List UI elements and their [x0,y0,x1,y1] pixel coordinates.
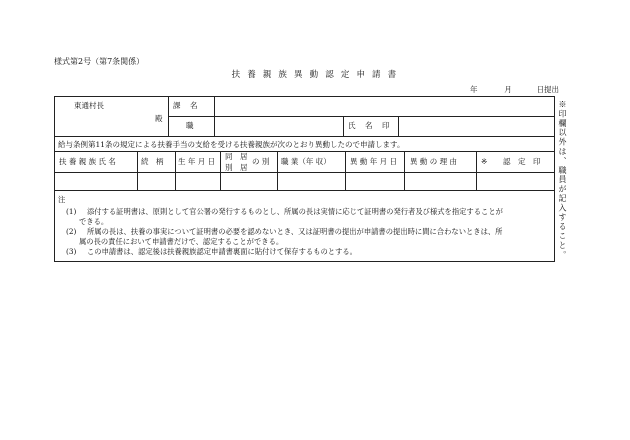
header-approval-mark: ※ [481,157,488,166]
form-title: 扶 養 親 族 異 動 認 定 申 請 書 [231,70,399,80]
note-1-number: (1) [66,207,77,216]
header-cohabitation-bottom: 別 居 [225,163,248,172]
addressee-suffix: 殿 [155,114,163,123]
header-dependent-name: 扶 養 親 族 氏 名 [59,157,116,166]
name-seal-label: 氏 名 印 [348,121,391,130]
addressee-name: 東通村長 [74,101,104,110]
header-approval-seal: 認 定 印 [503,157,541,166]
note-2-continuation: 属の長の責任において申請書だけで、認定することができる。 [79,237,284,246]
note-2-text: 所属の長は、扶養の事実について証明書の必要を認めないとき、又は証明書の提出が申請書の提出時に間に合わないときは、所 [87,227,503,236]
section-label: 課 名 [173,101,199,110]
submission-date [470,86,559,94]
header-cohabitation-suffix: の 別 [252,157,270,166]
notes-heading: 注 [58,195,66,204]
position-label: 職 [186,121,194,130]
note-1-continuation: できる。 [79,217,109,226]
date-day-label: 日提出 [536,85,560,94]
header-occupation-income: 職 業（年 収） [281,157,331,166]
note-3-text: この申請書は、認定後は扶養親族認定申請書裏面に貼付けて保存するものとする。 [87,247,357,256]
header-change-date: 異 動 年 月 日 [350,157,398,166]
staff-entry-side-note: ※印欄以外は、職員が記入すること。 [558,100,567,260]
date-year-label: 年 [470,85,478,94]
header-relationship: 続 柄 [141,157,164,166]
header-change-reason: 異 動 の 理 由 [410,157,458,166]
note-1-text: 添付する証明書は、原則として官公署の発行するものとし、所属の長は実情に応じて証明書の発行者及び様式を指定することが [87,207,503,216]
request-statement: 給与条例第11条の規定による扶養手当の支給を受ける扶養親族が次のとおり異動したので申請します。 [58,140,405,149]
header-birth-date: 生 年 月 日 [178,157,216,166]
header-cohabitation-top: 同 居 [225,152,248,161]
note-2-number: (2) [66,227,77,236]
form-number: 様式第2号（第7条関係） [54,57,145,66]
note-3-number: (3) [66,247,77,256]
date-month-label: 月 [504,85,512,94]
